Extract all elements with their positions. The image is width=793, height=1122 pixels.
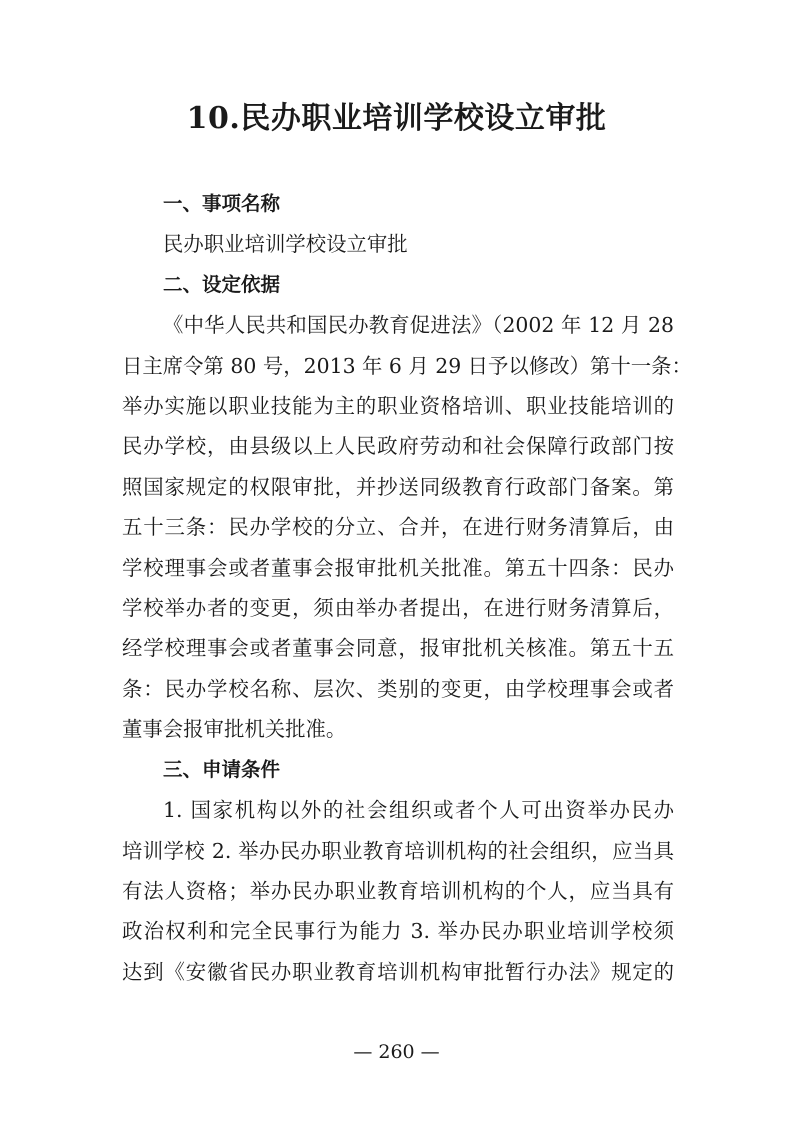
body-line: 董事会报审批机关批准。 — [122, 717, 347, 742]
body-line: 学校举办者的变更，须由举办者提出，在进行财务清算后， — [122, 596, 674, 621]
section-heading-item-name: 一、事项名称 — [163, 192, 281, 215]
body-line: 民办学校，由县级以上人民政府劳动和社会保障行政部门按 — [122, 434, 674, 459]
body-line: 1. 国家机构以外的社会组织或者个人可出资举办民办 — [163, 798, 674, 823]
body-line: 学校理事会或者董事会报审批机关批准。第五十四条：民办 — [122, 555, 674, 580]
body-line: 五十三条：民办学校的分立、合并，在进行财务清算后，由 — [122, 515, 674, 540]
document-body — [122, 184, 692, 992]
body-line: 达到《安徽省民办职业教育培训机构审批暂行办法》规定的 — [122, 959, 674, 984]
body-line: 政治权利和完全民事行为能力 3. 举办民办职业培训学校须 — [122, 919, 674, 944]
body-line: 《中华人民共和国民办教育促进法》（2002 年 12 月 28 — [163, 313, 674, 338]
page-number: — 260 — — [353, 1041, 440, 1063]
section-heading-application-conditions: 三、申请条件 — [163, 757, 281, 781]
body-line: 条：民办学校名称、层次、类别的变更，由学校理事会或者 — [122, 676, 674, 701]
body-line: 经学校理事会或者董事会同意，报审批机关核准。第五十五 — [122, 636, 674, 661]
section-body-application-conditions — [122, 790, 674, 992]
section-heading-legal-basis: 二、设定依据 — [163, 272, 281, 296]
section-body-item-name — [122, 224, 674, 264]
body-line: 照国家规定的权限审批，并抄送同级教育行政部门备案。第 — [122, 474, 674, 499]
body-line: 培训学校 2. 举办民办职业教育培训机构的社会组织，应当具 — [122, 838, 674, 863]
body-line: 举办实施以职业技能为主的职业资格培训、职业技能培训的 — [122, 394, 674, 419]
body-line: 日主席令第 80 号，2013 年 6 月 29 日予以修改）第十一条： — [122, 353, 692, 378]
page-title: 10.民办职业培训学校设立审批 — [186, 101, 607, 136]
section-body-legal-basis — [122, 305, 692, 749]
body-line: 有法人资格；举办民办职业教育培训机构的个人，应当具有 — [122, 878, 674, 903]
body-line: 民办职业培训学校设立审批 — [163, 232, 408, 257]
